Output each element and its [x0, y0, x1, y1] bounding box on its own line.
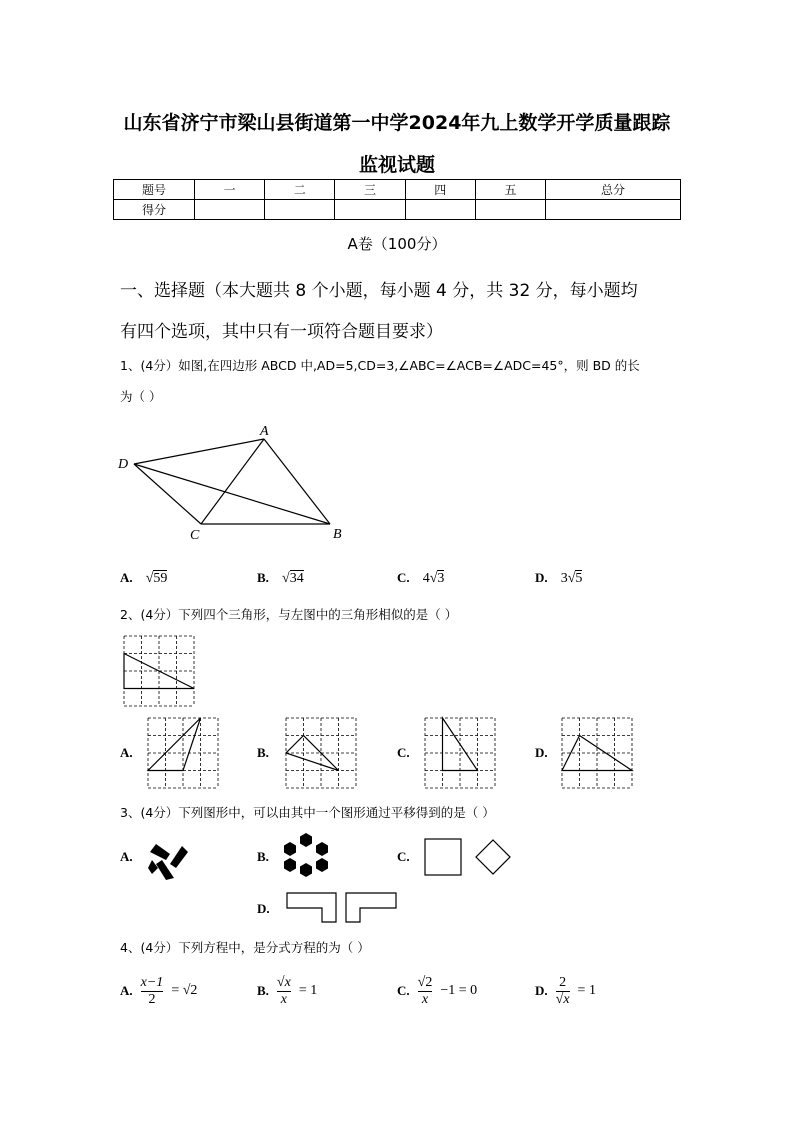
- score-header-cell: 五: [475, 180, 545, 200]
- segment-ac: [201, 439, 264, 524]
- numerator: x−1: [140, 974, 164, 990]
- option-letter: C.: [397, 983, 410, 998]
- score-header-cell: 总分: [546, 180, 681, 200]
- denominator: x: [418, 991, 433, 1008]
- q1-option-c[interactable]: C. 4√3: [397, 570, 445, 586]
- q1-option-b[interactable]: B. √34: [257, 570, 304, 586]
- radicand: 34: [289, 571, 304, 586]
- q3-option-c-letter[interactable]: C.: [397, 849, 410, 864]
- score-header-cell: 题号: [114, 180, 195, 200]
- radicand: 59: [153, 571, 168, 586]
- denominator: 2: [141, 991, 164, 1008]
- denominator: x: [277, 991, 291, 1008]
- q4-option-a[interactable]: [120, 968, 197, 1014]
- numerator: √x: [276, 974, 291, 990]
- q3-option-a-letter[interactable]: A.: [120, 849, 133, 864]
- q4-text: 4、(4分）下列方程中，是分式方程的为（ ）: [120, 940, 370, 955]
- q4-option-c[interactable]: [397, 968, 477, 1014]
- q2-option-d-letter[interactable]: D.: [535, 745, 548, 760]
- q3-option-b-hexagon-ring-icon[interactable]: [283, 832, 329, 878]
- q2-reference-triangle: [124, 636, 196, 706]
- q1-text-line-2: 为（ ）: [120, 389, 162, 404]
- coefficient: 3: [560, 571, 568, 586]
- title-line-1: 山东省济宁市梁山县街道第一中学2024年九上数学开学质量跟踪: [123, 112, 671, 134]
- option-letter: B.: [257, 983, 269, 998]
- fraction: [556, 975, 570, 1008]
- score-header-cell: 三: [335, 180, 405, 200]
- q2-option-a-letter[interactable]: A.: [120, 745, 133, 760]
- section-1-heading-line-1: 一、选择题（本大题共 8 个小题，每小题 4 分，共 32 分，每小题均: [120, 281, 638, 301]
- score-cell[interactable]: [475, 200, 545, 220]
- equation-rhs: −1 = 0: [440, 983, 478, 998]
- numerator: √2: [417, 974, 433, 990]
- score-cell[interactable]: [546, 200, 681, 220]
- q4-option-d[interactable]: [535, 968, 596, 1014]
- option-letter: C.: [397, 570, 410, 585]
- segment-ab: [264, 439, 330, 524]
- equation-rhs: = 1: [577, 983, 596, 998]
- q3-text: 3、(4分）下列图形中，可以由其中一个图形通过平移得到的是（ ）: [120, 805, 495, 820]
- q3-option-d-l-shapes-figure[interactable]: [286, 892, 398, 924]
- segment-cd: [134, 464, 201, 524]
- coefficient: 4: [422, 571, 430, 586]
- option-letter: A.: [120, 570, 133, 585]
- score-header-cell: 一: [195, 180, 265, 200]
- score-table-header-row: [114, 180, 681, 200]
- fraction: [141, 975, 164, 1008]
- q2-text: 2、(4分）下列四个三角形，与左图中的三角形相似的是（ ）: [120, 607, 458, 622]
- label-d: D: [118, 457, 129, 472]
- numerator: 2: [559, 974, 567, 990]
- label-a: A: [260, 424, 269, 439]
- q1-option-d[interactable]: D. 3√5: [535, 570, 583, 586]
- option-letter: B.: [257, 570, 269, 585]
- score-table: [113, 179, 681, 220]
- q2-option-a-figure[interactable]: [148, 718, 220, 790]
- radicand: 5: [575, 571, 583, 586]
- score-cell[interactable]: [195, 200, 265, 220]
- label-b: B: [333, 527, 342, 542]
- score-header-cell: 四: [405, 180, 475, 200]
- equation-rhs: = √2: [171, 983, 198, 998]
- q3-option-b-letter[interactable]: B.: [257, 849, 269, 864]
- q1-quadrilateral-figure: [110, 420, 350, 550]
- q2-option-c-figure[interactable]: [425, 718, 497, 790]
- score-header-cell: 二: [265, 180, 335, 200]
- q2-option-d-figure[interactable]: [562, 718, 634, 790]
- q1-option-a[interactable]: A. √59: [120, 570, 168, 586]
- label-c: C: [190, 528, 200, 543]
- q1-text-line-1: 1、(4分）如图,在四边形 ABCD 中,AD=5,CD=3,∠ABC=∠ACB=∠ADC=45°，则 BD 的长: [120, 358, 640, 373]
- score-row-label: 得分: [114, 200, 195, 220]
- q2-option-b-letter[interactable]: B.: [257, 745, 269, 760]
- score-cell[interactable]: [405, 200, 475, 220]
- score-table-score-row: [114, 200, 681, 220]
- segment-da: [134, 439, 264, 464]
- q4-option-b[interactable]: [257, 968, 317, 1014]
- option-letter: D.: [535, 983, 548, 998]
- title-line-2: 监视试题: [358, 154, 435, 176]
- segment-bd: [134, 464, 330, 524]
- score-cell[interactable]: [265, 200, 335, 220]
- denominator: √x: [555, 991, 570, 1007]
- fraction: [277, 975, 291, 1008]
- q3-option-d-letter[interactable]: D.: [257, 901, 270, 916]
- q2-option-b-figure[interactable]: [286, 718, 358, 790]
- option-letter: D.: [535, 570, 548, 585]
- paper-label: A卷（100分）: [347, 235, 447, 253]
- option-letter: A.: [120, 983, 133, 998]
- score-cell[interactable]: [335, 200, 405, 220]
- fraction: [418, 975, 433, 1008]
- q3-option-a-rotated-bars-icon[interactable]: [146, 838, 190, 882]
- radicand: 3: [437, 571, 445, 586]
- equation-rhs: = 1: [298, 983, 318, 998]
- q2-option-c-letter[interactable]: C.: [397, 745, 410, 760]
- q3-option-c-squares-figure[interactable]: [424, 838, 514, 878]
- section-1-heading-line-2: 有四个选项，其中只有一项符合题目要求）: [120, 322, 443, 342]
